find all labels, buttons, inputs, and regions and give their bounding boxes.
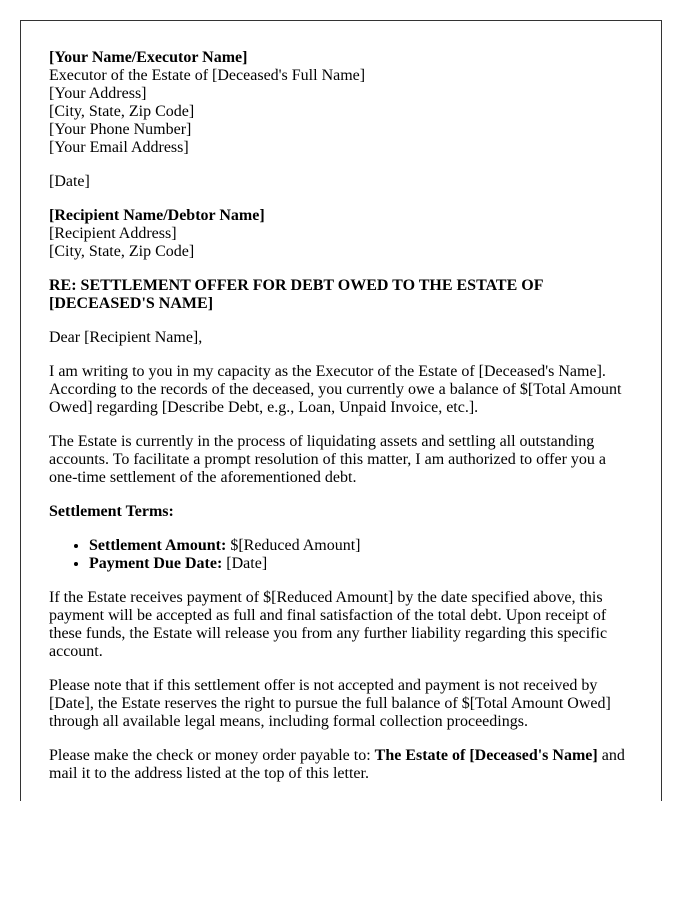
payment-text: Please make the check or money order payable to: — [49, 747, 375, 764]
salutation: Dear [Recipient Name], — [49, 329, 203, 346]
term-value: $[Reduced Amount] — [226, 537, 361, 554]
term-label: Payment Due Date: — [89, 555, 223, 572]
paragraph-warning: Please note that if this settlement offer is not accepted and payment is not received by [Date], the Estate reserves the right to pursue the full balance of $[Total Amount Owed] through all available legal means, including formal collection proceedings. — [49, 677, 611, 730]
letter-date: [Date] — [49, 173, 90, 190]
sender-name: [Your Name/Executor Name] — [49, 49, 248, 66]
sender-role: Executor of the Estate of [Deceased's Full Name] — [49, 67, 366, 84]
sender-address: [Your Address] — [49, 85, 147, 102]
term-label: Settlement Amount: — [89, 537, 227, 554]
payment-text-end: and mail it to the address listed at the top of this letter. — [49, 747, 625, 782]
recipient-block — [49, 207, 632, 261]
recipient-address: [Recipient Address] — [49, 225, 177, 242]
payee-name: The Estate of [Deceased's Name] — [374, 747, 598, 764]
paragraph-acceptance: If the Estate receives payment of $[Reduced Amount] by the date specified above, this payment will be accepted as full and final satisfaction of the total debt. Upon receipt of these funds, the Estate will release you from any further liability regarding this specific account. — [49, 589, 608, 660]
terms-list — [49, 537, 632, 573]
terms-heading: Settlement Terms: — [49, 503, 174, 520]
recipient-name: [Recipient Name/Debtor Name] — [49, 207, 265, 224]
subject-line: RE: SETTLEMENT OFFER FOR DEBT OWED TO THE ESTATE OF [DECEASED'S NAME] — [49, 277, 543, 312]
sender-block — [49, 49, 632, 157]
term-value: [Date] — [222, 555, 268, 572]
term-item — [89, 537, 632, 555]
paragraph-payment — [49, 747, 632, 783]
paragraph-intro: I am writing to you in my capacity as the Executor of the Estate of [Deceased's Name]. According to the records of the deceased, you currently owe a balance of $[Total Amount Owed] regarding [Describe Debt, e.g., Loan, Unpaid Invoice, etc.]. — [49, 363, 622, 416]
recipient-city: [City, State, Zip Code] — [49, 243, 195, 260]
paragraph-offer: The Estate is currently in the process of liquidating assets and settling all outstanding accounts. To facilitate a prompt resolution of this matter, I am authorized to offer you a one-time settlement of the aforementioned debt. — [49, 433, 607, 486]
sender-phone: [Your Phone Number] — [49, 121, 192, 138]
letter-page — [20, 20, 662, 801]
term-item — [89, 555, 632, 573]
sender-email: [Your Email Address] — [49, 139, 189, 156]
sender-city: [City, State, Zip Code] — [49, 103, 195, 120]
